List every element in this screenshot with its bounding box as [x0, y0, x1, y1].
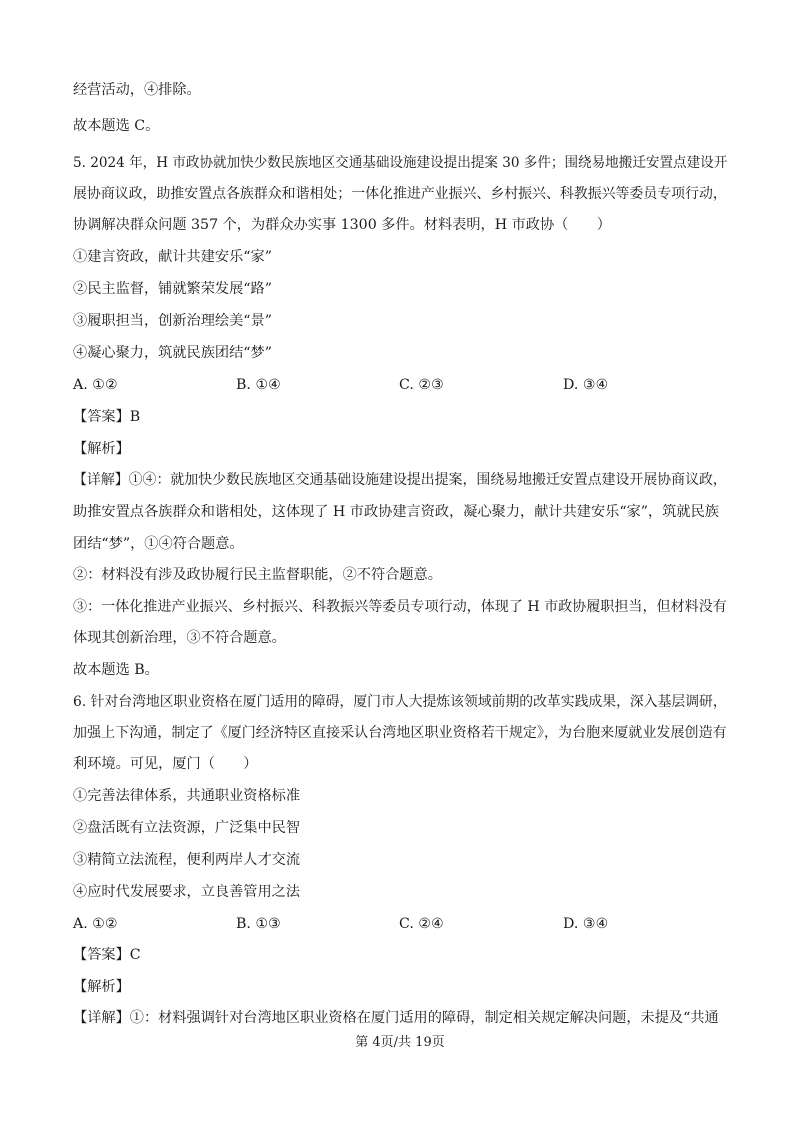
page-number-footer: 第 4页/共 19页: [355, 1035, 445, 1050]
q5-stem-line: 展协商议政，助推安置点各族群众和谐相处；一体化推进产业振兴、乡村振兴、科教振兴等委员专项行动，: [73, 186, 727, 202]
q5-stem-line: 5. 2024 年，H 市政协就加快少数民族地区交通基础设施建设提出提案 30 多件；围绕易地搬迁安置点建设开: [73, 155, 728, 171]
q5-item: ④凝心聚力，筑就民族团结“梦”: [73, 345, 272, 361]
q6-choice-b: B. ①③: [236, 916, 281, 932]
q5-detail-line: 体现其创新治理，③不符合题意。: [73, 630, 286, 646]
q6-choice-c: C. ②④: [399, 916, 444, 932]
q6-analysis-label: 【解析】: [73, 979, 130, 995]
q5-detail-line: ③：一体化推进产业振兴、乡村振兴、科教振兴等委员专项行动，体现了 H 市政协履职担当，但材料没有: [73, 599, 727, 615]
prev-conclusion: 故本题选 C。: [73, 118, 160, 134]
q6-answer: 【答案】C: [73, 947, 141, 963]
q5-detail-line: 【详解】①④：就加快少数民族地区交通基础设施建设提出提案，围绕易地搬迁安置点建设开展协商议政，: [73, 472, 727, 488]
prev-answer-tail: 经营活动，④排除。: [73, 82, 201, 98]
q6-item: ②盘活既有立法资源，广泛集中民智: [73, 820, 301, 836]
q5-conclusion: 故本题选 B。: [73, 662, 159, 678]
q6-item: ④应时代发展要求，立良善管用之法: [73, 884, 301, 900]
q5-item: ③履职担当，创新治理绘美“景”: [73, 313, 272, 329]
q5-choice-c: C. ②③: [399, 377, 444, 393]
q6-choice-a: A. ①②: [73, 916, 118, 932]
q5-item: ①建言资政，献计共建安乐“家”: [73, 249, 272, 265]
q5-analysis-label: 【解析】: [73, 441, 130, 457]
q5-detail-line: 助推安置点各族群众和谐相处，这体现了 H 市政协建言资政，凝心聚力，献计共建安乐“家”，筑就民族: [73, 504, 719, 520]
q5-stem-line: 协调解决群众问题 357 个，为群众办实事 1300 多件。材料表明，H 市政协（ ）: [73, 217, 611, 233]
q6-item: ③精简立法流程，便利两岸人才交流: [73, 852, 301, 868]
q5-choice-a: A. ①②: [73, 377, 118, 393]
q6-stem-line: 利环境。可见，厦门（ ）: [73, 756, 258, 772]
q5-item: ②民主监督，铺就繁荣发展“路”: [73, 281, 272, 297]
q6-stem-line: 6. 针对台湾地区职业资格在厦门适用的障碍，厦门市人大提炼该领域前期的改革实践成果，深入基层调研，: [73, 694, 727, 710]
q6-detail-line: 【详解】①：材料强调针对台湾地区职业资格在厦门适用的障碍，制定相关规定解决问题，未提及“共通: [73, 1010, 719, 1026]
q6-choice-d: D. ③④: [563, 916, 609, 932]
q5-detail-line: ②：材料没有涉及政协履行民主监督职能，②不符合题意。: [73, 567, 442, 583]
q5-answer: 【答案】B: [73, 409, 141, 425]
q5-choice-b: B. ①④: [236, 377, 281, 393]
q5-detail-line: 团结“梦”，①④符合题意。: [73, 536, 244, 552]
q6-item: ①完善法律体系，共通职业资格标准: [73, 788, 301, 804]
q6-stem-line: 加强上下沟通，制定了《厦门经济特区直接采认台湾地区职业资格若干规定》，为台胞来厦就业发展创造有: [73, 725, 727, 741]
q5-choice-d: D. ③④: [563, 377, 609, 393]
